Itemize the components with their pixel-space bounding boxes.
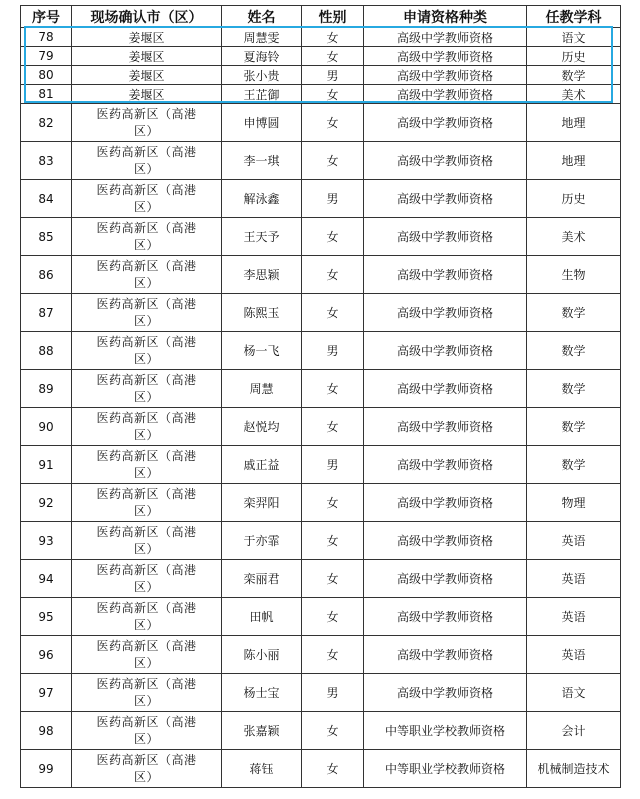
row-gender: 男 bbox=[302, 332, 364, 370]
row-subject: 英语 bbox=[527, 522, 621, 560]
row-name: 田帆 bbox=[222, 598, 302, 636]
table-row bbox=[21, 674, 621, 712]
row-name: 于亦霏 bbox=[222, 522, 302, 560]
table-row bbox=[21, 66, 621, 85]
row-number: 93 bbox=[21, 522, 72, 560]
row-number: 87 bbox=[21, 294, 72, 332]
row-qualification: 高级中学教师资格 bbox=[364, 294, 527, 332]
row-name: 杨一飞 bbox=[222, 332, 302, 370]
row-subject: 英语 bbox=[527, 636, 621, 674]
row-gender: 女 bbox=[302, 522, 364, 560]
row-subject: 机械制造技术 bbox=[527, 750, 621, 788]
table-row bbox=[21, 484, 621, 522]
row-district: 医药高新区（高港 区） bbox=[72, 560, 222, 598]
table-row bbox=[21, 104, 621, 142]
row-qualification: 高级中学教师资格 bbox=[364, 484, 527, 522]
row-qualification: 高级中学教师资格 bbox=[364, 598, 527, 636]
row-qualification: 高级中学教师资格 bbox=[364, 104, 527, 142]
row-qualification: 高级中学教师资格 bbox=[364, 636, 527, 674]
table-row bbox=[21, 636, 621, 674]
row-subject: 数学 bbox=[527, 332, 621, 370]
row-subject: 物理 bbox=[527, 484, 621, 522]
header-no: 序号 bbox=[21, 6, 72, 28]
row-gender: 女 bbox=[302, 484, 364, 522]
row-name: 周慧 bbox=[222, 370, 302, 408]
row-qualification: 高级中学教师资格 bbox=[364, 560, 527, 598]
row-gender: 男 bbox=[302, 66, 364, 85]
row-subject: 数学 bbox=[527, 66, 621, 85]
row-name: 解泳鑫 bbox=[222, 180, 302, 218]
row-qualification: 高级中学教师资格 bbox=[364, 332, 527, 370]
row-name: 张嘉颖 bbox=[222, 712, 302, 750]
row-district: 医药高新区（高港 区） bbox=[72, 408, 222, 446]
row-district: 医药高新区（高港 区） bbox=[72, 370, 222, 408]
row-gender: 女 bbox=[302, 408, 364, 446]
row-subject: 历史 bbox=[527, 180, 621, 218]
row-number: 78 bbox=[21, 28, 72, 47]
row-number: 95 bbox=[21, 598, 72, 636]
row-gender: 女 bbox=[302, 750, 364, 788]
row-qualification: 高级中学教师资格 bbox=[364, 85, 527, 104]
row-qualification: 高级中学教师资格 bbox=[364, 256, 527, 294]
row-gender: 女 bbox=[302, 85, 364, 104]
row-subject: 英语 bbox=[527, 560, 621, 598]
row-gender: 女 bbox=[302, 256, 364, 294]
row-name: 李一琪 bbox=[222, 142, 302, 180]
table-row bbox=[21, 85, 621, 104]
row-subject: 美术 bbox=[527, 218, 621, 256]
row-gender: 女 bbox=[302, 218, 364, 256]
row-number: 85 bbox=[21, 218, 72, 256]
row-name: 陈小丽 bbox=[222, 636, 302, 674]
row-name: 栾丽君 bbox=[222, 560, 302, 598]
row-name: 夏海铃 bbox=[222, 47, 302, 66]
row-qualification: 高级中学教师资格 bbox=[364, 522, 527, 560]
row-qualification: 中等职业学校教师资格 bbox=[364, 712, 527, 750]
row-number: 96 bbox=[21, 636, 72, 674]
row-gender: 男 bbox=[302, 446, 364, 484]
row-district: 姜堰区 bbox=[72, 47, 222, 66]
row-number: 91 bbox=[21, 446, 72, 484]
row-number: 86 bbox=[21, 256, 72, 294]
row-subject: 数学 bbox=[527, 294, 621, 332]
row-name: 栾羿阳 bbox=[222, 484, 302, 522]
row-number: 90 bbox=[21, 408, 72, 446]
row-qualification: 高级中学教师资格 bbox=[364, 47, 527, 66]
row-number: 94 bbox=[21, 560, 72, 598]
row-district: 医药高新区（高港 区） bbox=[72, 294, 222, 332]
row-subject: 英语 bbox=[527, 598, 621, 636]
row-name: 李思颖 bbox=[222, 256, 302, 294]
row-district: 姜堰区 bbox=[72, 85, 222, 104]
row-number: 97 bbox=[21, 674, 72, 712]
row-subject: 语文 bbox=[527, 28, 621, 47]
row-district: 医药高新区（高港 区） bbox=[72, 598, 222, 636]
header-subject: 任教学科 bbox=[527, 6, 621, 28]
row-subject: 会计 bbox=[527, 712, 621, 750]
header-row bbox=[21, 6, 621, 28]
row-subject: 数学 bbox=[527, 370, 621, 408]
row-gender: 女 bbox=[302, 104, 364, 142]
row-district: 医药高新区（高港 区） bbox=[72, 446, 222, 484]
table-row bbox=[21, 370, 621, 408]
row-name: 杨士宝 bbox=[222, 674, 302, 712]
row-gender: 男 bbox=[302, 674, 364, 712]
table-row bbox=[21, 560, 621, 598]
row-subject: 数学 bbox=[527, 446, 621, 484]
row-name: 张小贵 bbox=[222, 66, 302, 85]
table-row bbox=[21, 522, 621, 560]
row-district: 医药高新区（高港 区） bbox=[72, 674, 222, 712]
table-row bbox=[21, 180, 621, 218]
row-qualification: 高级中学教师资格 bbox=[364, 370, 527, 408]
table-row bbox=[21, 28, 621, 47]
row-qualification: 高级中学教师资格 bbox=[364, 408, 527, 446]
row-number: 99 bbox=[21, 750, 72, 788]
row-number: 83 bbox=[21, 142, 72, 180]
row-gender: 男 bbox=[302, 180, 364, 218]
row-subject: 语文 bbox=[527, 674, 621, 712]
row-qualification: 高级中学教师资格 bbox=[364, 142, 527, 180]
row-district: 医药高新区（高港 区） bbox=[72, 256, 222, 294]
row-qualification: 高级中学教师资格 bbox=[364, 446, 527, 484]
table-row bbox=[21, 446, 621, 484]
row-number: 92 bbox=[21, 484, 72, 522]
row-qualification: 高级中学教师资格 bbox=[364, 218, 527, 256]
table-row bbox=[21, 218, 621, 256]
row-gender: 女 bbox=[302, 370, 364, 408]
row-name: 赵悦均 bbox=[222, 408, 302, 446]
row-number: 80 bbox=[21, 66, 72, 85]
row-name: 王天予 bbox=[222, 218, 302, 256]
table-row bbox=[21, 142, 621, 180]
table-row bbox=[21, 750, 621, 788]
row-gender: 女 bbox=[302, 636, 364, 674]
row-name: 周慧雯 bbox=[222, 28, 302, 47]
row-gender: 女 bbox=[302, 294, 364, 332]
row-subject: 地理 bbox=[527, 104, 621, 142]
row-subject: 生物 bbox=[527, 256, 621, 294]
row-gender: 女 bbox=[302, 142, 364, 180]
row-qualification: 高级中学教师资格 bbox=[364, 28, 527, 47]
row-gender: 女 bbox=[302, 598, 364, 636]
row-district: 医药高新区（高港 区） bbox=[72, 712, 222, 750]
header-name: 姓名 bbox=[222, 6, 302, 28]
row-name: 申博圆 bbox=[222, 104, 302, 142]
row-name: 王芷御 bbox=[222, 85, 302, 104]
applicant-table bbox=[20, 5, 621, 788]
row-district: 医药高新区（高港 区） bbox=[72, 332, 222, 370]
table-row bbox=[21, 598, 621, 636]
row-district: 医药高新区（高港 区） bbox=[72, 484, 222, 522]
row-district: 医药高新区（高港 区） bbox=[72, 180, 222, 218]
table-row bbox=[21, 332, 621, 370]
row-subject: 历史 bbox=[527, 47, 621, 66]
row-subject: 美术 bbox=[527, 85, 621, 104]
row-qualification: 中等职业学校教师资格 bbox=[364, 750, 527, 788]
table-row bbox=[21, 294, 621, 332]
row-district: 医药高新区（高港 区） bbox=[72, 104, 222, 142]
row-qualification: 高级中学教师资格 bbox=[364, 66, 527, 85]
header-qualification: 申请资格种类 bbox=[364, 6, 527, 28]
row-gender: 女 bbox=[302, 560, 364, 598]
row-district: 医药高新区（高港 区） bbox=[72, 522, 222, 560]
row-subject: 数学 bbox=[527, 408, 621, 446]
header-gender: 性别 bbox=[302, 6, 364, 28]
row-qualification: 高级中学教师资格 bbox=[364, 674, 527, 712]
row-number: 81 bbox=[21, 85, 72, 104]
row-qualification: 高级中学教师资格 bbox=[364, 180, 527, 218]
row-number: 82 bbox=[21, 104, 72, 142]
row-district: 姜堰区 bbox=[72, 28, 222, 47]
table-row bbox=[21, 256, 621, 294]
row-district: 姜堰区 bbox=[72, 66, 222, 85]
row-district: 医药高新区（高港 区） bbox=[72, 636, 222, 674]
row-subject: 地理 bbox=[527, 142, 621, 180]
table-row bbox=[21, 47, 621, 66]
row-district: 医药高新区（高港 区） bbox=[72, 218, 222, 256]
table-row bbox=[21, 712, 621, 750]
row-number: 98 bbox=[21, 712, 72, 750]
row-gender: 女 bbox=[302, 47, 364, 66]
row-name: 戚正益 bbox=[222, 446, 302, 484]
row-number: 88 bbox=[21, 332, 72, 370]
row-name: 陈熙玉 bbox=[222, 294, 302, 332]
table-row bbox=[21, 408, 621, 446]
row-gender: 女 bbox=[302, 28, 364, 47]
row-district: 医药高新区（高港 区） bbox=[72, 750, 222, 788]
row-district: 医药高新区（高港 区） bbox=[72, 142, 222, 180]
row-number: 79 bbox=[21, 47, 72, 66]
row-number: 84 bbox=[21, 180, 72, 218]
row-gender: 女 bbox=[302, 712, 364, 750]
row-name: 蒋钰 bbox=[222, 750, 302, 788]
row-number: 89 bbox=[21, 370, 72, 408]
header-district: 现场确认市（区） bbox=[72, 6, 222, 28]
